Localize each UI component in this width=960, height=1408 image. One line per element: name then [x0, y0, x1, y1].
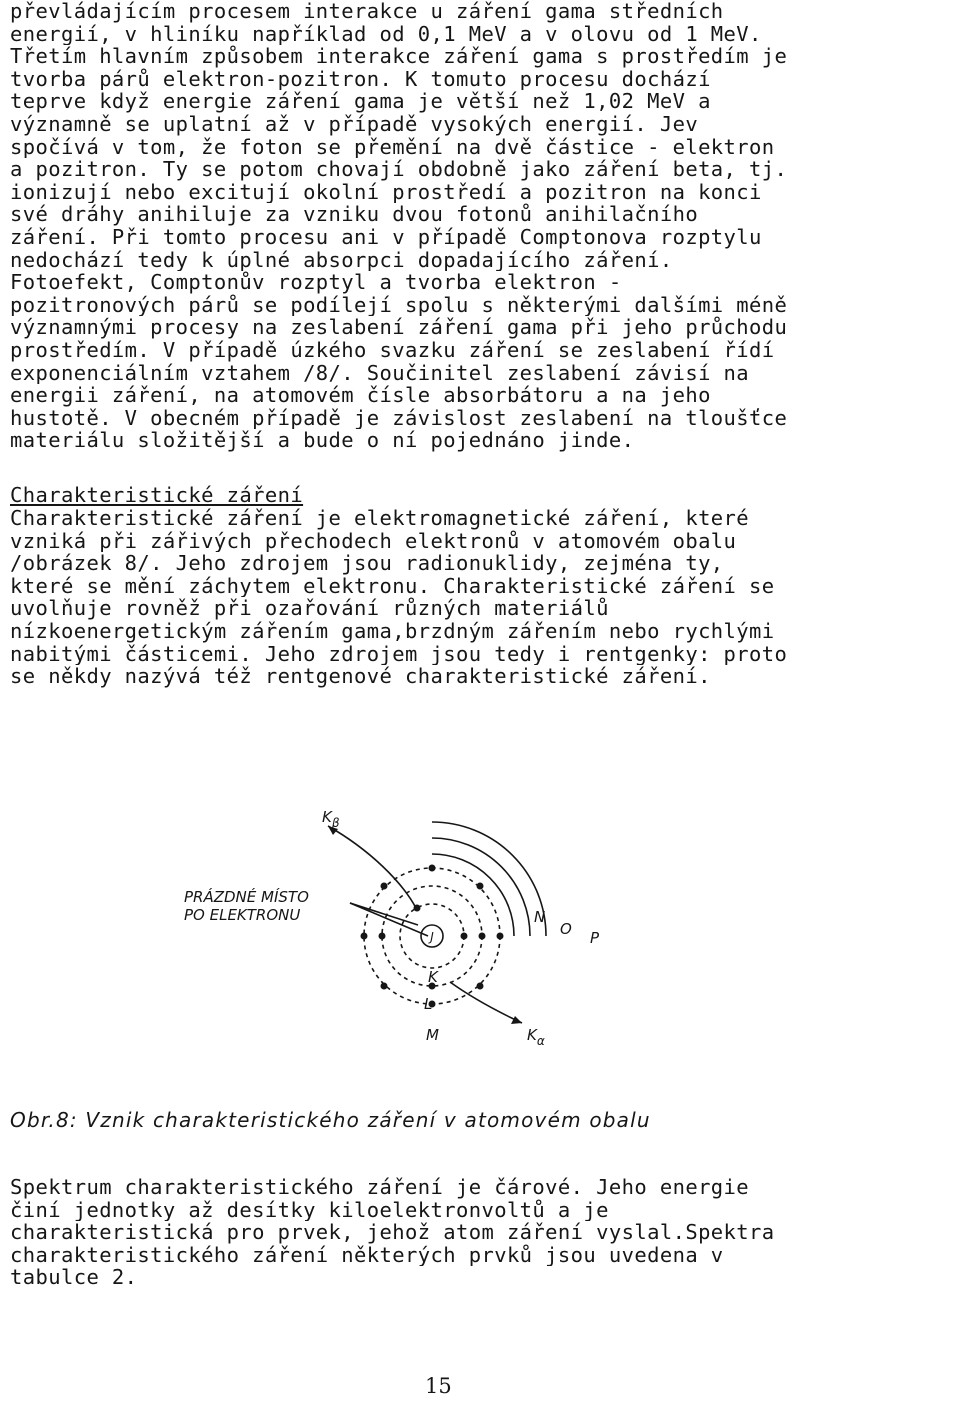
paragraph-spectrum — [10, 1176, 856, 1289]
text-line: hustotě. V obecném případě je závislost zeslabení na tloušťce — [10, 406, 788, 430]
text-line: tvorba párů elektron-pozitron. K tomuto procesu dochází — [10, 67, 711, 91]
label-shell-m: M — [426, 1026, 439, 1044]
text-line: a pozitron. Ty se potom chovají obdobně jako záření beta, tj. — [10, 158, 788, 181]
kalpha-transition-line — [450, 982, 522, 1023]
figure-caption: Obr.8: Vznik charakteristického záření v atomovém obalu — [10, 1108, 651, 1132]
electron-dot — [381, 883, 388, 890]
electron-dot — [379, 933, 386, 940]
electron-dot — [477, 983, 484, 990]
text-line: významnými procesy na zeslabení záření gama při jeho průchodu — [10, 316, 788, 339]
text-line: Fotoefekt, Comptonův rozptyl a tvorba elektron - — [10, 271, 622, 294]
paragraph-characteristic — [10, 507, 856, 688]
electron-dot — [479, 933, 486, 940]
text-line: tabulce 2. — [10, 1266, 138, 1289]
text-line: uvolňuje rovněž při ozařování různých materiálů — [10, 597, 609, 620]
text-line: Spektrum charakteristického záření je čárové. Jeho energie — [10, 1176, 750, 1199]
label-empty-place-line1: PRÁZDNÉ MÍSTO — [184, 888, 309, 906]
label-shell-k: K — [428, 968, 438, 986]
text-line: významně se uplatní až v případě vysokých energií. Jev — [10, 112, 699, 136]
text-line: Třetím hlavním způsobem interakce záření gama s prostředím je — [10, 45, 788, 68]
label-k-alpha: $K_\alpha$ — [527, 1026, 545, 1048]
text-line: /obrázek 8/. Jeho zdrojem jsou radionuklidy, zejména ty, — [10, 552, 724, 575]
text-line: činí jednotky až desítky kiloelektronvoltů a je — [10, 1198, 609, 1222]
text-line: své dráhy anihiluje za vzniku dvou fotonů anihilačního — [10, 203, 699, 226]
text-line: spočívá v tom, že foton se přemění na dvě částice - elektron — [10, 135, 775, 159]
text-line: nabitými částicemi. Jeho zdrojem jsou tedy i rentgenky: proto — [10, 642, 788, 666]
electron-dot — [461, 933, 468, 940]
kalpha-arrowhead — [511, 1016, 522, 1024]
electron-dot — [381, 983, 388, 990]
text-line: prostředím. V případě úzkého svazku záření se zeslabení řídí — [10, 338, 775, 362]
electron-dot — [477, 883, 484, 890]
atom-shell-figure — [170, 810, 640, 1050]
electron-dot — [497, 933, 504, 940]
text-line: které se mění záchytem elektronu. Charakteristické záření se — [10, 574, 775, 598]
electron-dot — [414, 905, 421, 912]
text-line: teprve když energie záření gama je větší než 1,02 MeV a — [10, 90, 711, 113]
text-line: převládajícím procesem interakce u záření gama středních — [10, 0, 724, 23]
text-line: charakteristická pro prvek, jehož atom záření vyslal.Spektra — [10, 1221, 775, 1244]
text-line: se někdy nazývá též rentgenové charakteristické záření. — [10, 665, 711, 688]
electron-dot — [429, 865, 436, 872]
text-line: energii záření, na atomovém čísle absorbátoru a na jeho — [10, 384, 711, 407]
electron-dot — [361, 933, 368, 940]
text-line: charakteristického záření některých prvků jsou uvedena v — [10, 1243, 724, 1267]
text-line: exponenciálním vztahem /8/. Součinitel zeslabení závisí na — [10, 361, 750, 385]
label-empty-place-line2: PO ELEKTRONU — [184, 906, 301, 924]
text-line: pozitronových párů se podílejí spolu s některými dalšími méně — [10, 293, 788, 317]
label-shell-n: N — [534, 908, 546, 926]
label-shell-p: P — [590, 929, 600, 947]
label-k-beta: $K_\beta$ — [322, 810, 340, 830]
text-line: materiálu složitější a bude o ní pojednáno jinde. — [10, 429, 635, 452]
label-shell-o: O — [560, 920, 572, 938]
text-line: ionizují nebo excitují okolní prostředí a pozitron na konci — [10, 180, 762, 204]
text-line: záření. Při tomto procesu ani v případě Comptonova rozptylu — [10, 225, 762, 249]
section-heading: Charakteristické záření — [10, 483, 304, 507]
paragraph-interactions — [10, 0, 856, 452]
label-shell-l: L — [424, 995, 433, 1013]
nucleus-symbol: J — [430, 930, 434, 944]
text-line: nízkoenergetickým zářením gama,brzdným zářením nebo rychlými — [10, 619, 775, 643]
page-number: 15 — [425, 1374, 452, 1398]
text-line: energií, v hliníku například od 0,1 MeV a v olovu od 1 MeV. — [10, 22, 762, 46]
text-line: Charakteristické záření je elektromagnetické záření, které — [10, 507, 750, 530]
text-line: vzniká při zářivých přechodech elektronů v atomovém obalu — [10, 529, 737, 553]
text-line: nedochází tedy k úplné absorpci dopadajícího záření. — [10, 248, 673, 272]
